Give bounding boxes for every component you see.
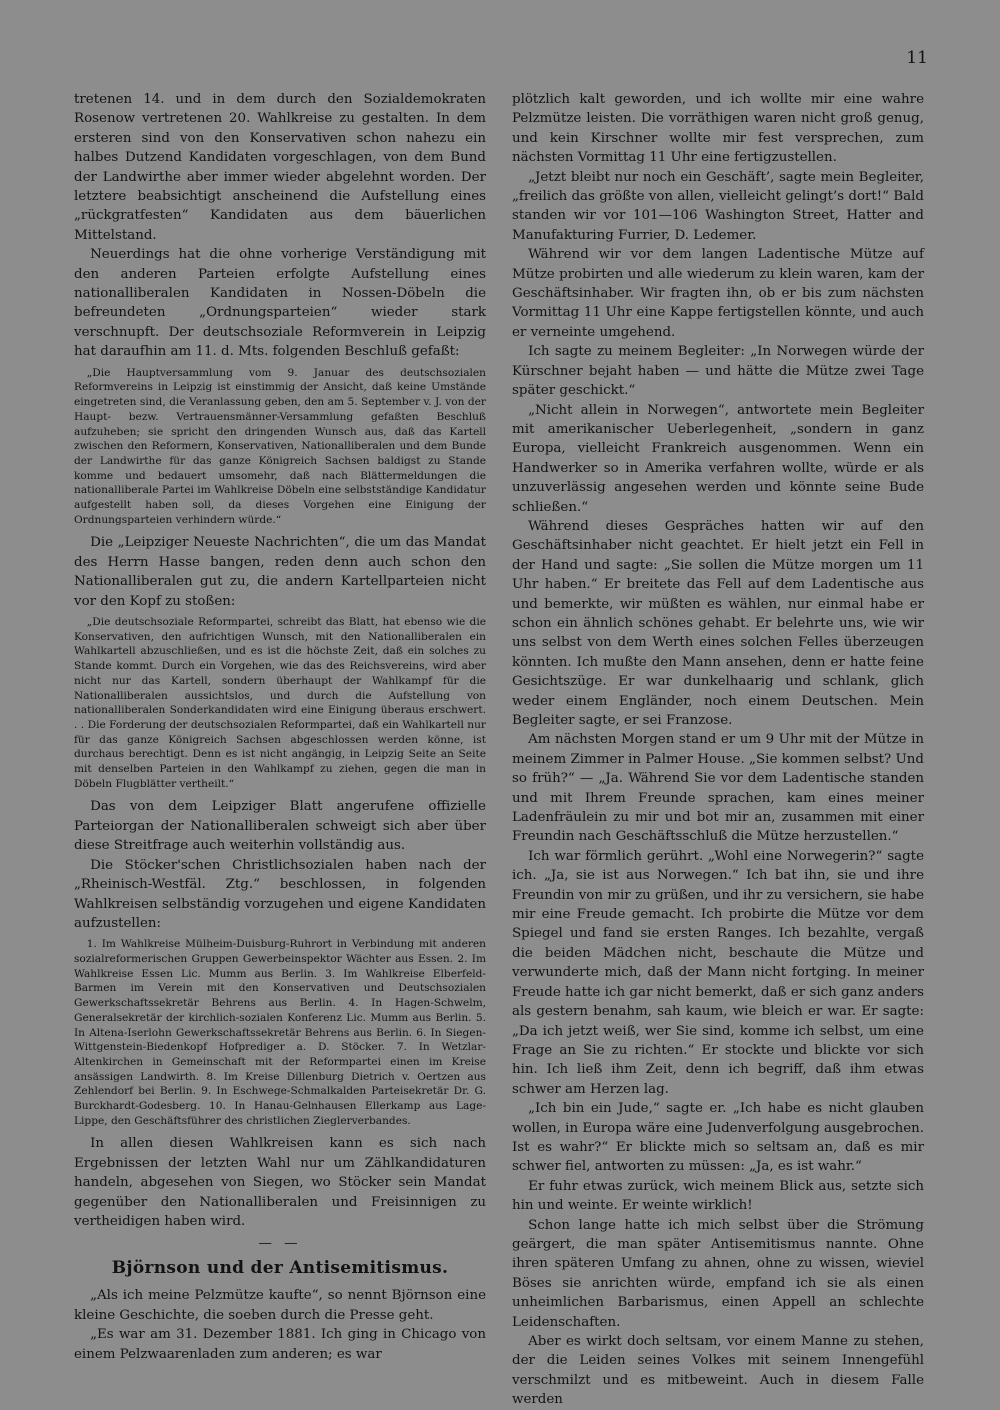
page-number: 11 <box>906 48 928 68</box>
paragraph: Ich sagte zu meinem Begleiter: „In Norwegen würde der Kürschner bejaht haben — und hätte die Mütze zwei Tage später geschickt.“ <box>512 344 924 399</box>
paragraph: Während wir vor dem langen Ladentische Mütze auf Mütze probirten und alle wiederum zu klein waren, kam der Geschäftsinhaber. Wir fragten ihn, ob er bis zum nächsten Vormittag 11 Uhr eine Kappe fertigstellen könnte, und auch er verneinte umgehend. <box>512 247 924 340</box>
quoted-block: 1. Im Wahlkreise Mülheim-Duisburg-Ruhrort in Verbindung mit anderen sozialreformerischen Gruppen Gewerbeinspektor Wächter aus Essen. 2. Im Wahlkreise Essen Lic. Mumm aus Berlin. 3. Im Wahlkreise Elberfeld-Barmen im Verein mit den Konservativen und Deutschsozialen Gewerkschaftssekretär Behrens aus Berlin. 4. In Hagen-Schwelm, Generalsekretär der kirchlich-sozialen Konferenz Lic. Mumm aus Berlin. 5. In Altena-Iserlohn Gewerkschaftssekretär Behrens aus Berlin. 6. In Siegen-Wittgenstein-Biedenkopf Hofprediger a. D. Stöcker. 7. In Wetzlar-Altenkirchen in Gemeinschaft mit der Reformpartei einen im Kreise ansässigen Landwirth. 8. Im Kreise Dillenburg Dietrich v. Oertzen aus Zehlendorf bei Berlin. 9. In Eschwege-Schmalkalden Parteisekretär Dr. G. Burckhardt-Godesberg. 10. In Hanau-Gelnhausen Ellerkamp aus Lage-Lippe, den Geschäftsführer des christlichen Zieglerverbandes. <box>74 938 486 1127</box>
quoted-block: „Die Hauptversammlung vom 9. Januar des deutschsozialen Reformvereins in Leipzig ist einstimmig der Ansicht, daß keine Umstände eingetreten sind, die Veranlassung geben, den am 5. September v. J. von der Haupt- bezw. Vertrauensmänner-Versammlung gefaßten Beschluß aufzuheben; sie spricht den dringenden Wunsch aus, daß das Kartell zwischen den Reformern, Konservativen, Nationalliberalen und dem Bunde der Landwirthe für das ganze Königreich Sachsen baldigst zu Stande komme und bedauert umsomehr, daß nach Blättermeldungen die nationalliberale Partei im Wahlkreise Döbeln eine selbstständige Kandidatur aufgestellt haben soll, da dieses Vorgehen eine Einigung der Ordnungsparteien verhindern würde.“ <box>74 366 486 526</box>
paragraph-continued: plötzlich kalt geworden, und ich wollte mir eine wahre Pelzmütze leisten. Die vorräthigen waren nicht groß genug, und kein Kirschner wollte mir fest versprechen, zum nächsten Vormittag 11 Uhr eine fertigzustellen. <box>512 92 924 166</box>
right-column <box>512 90 924 1410</box>
paragraph: Während dieses Gespräches hatten wir auf den Geschäftsinhaber nicht geachtet. Er hielt jetzt ein Fell in der Hand und sagte: „Sie sollen die Mütze morgen um 11 Uhr haben.“ Er breitete das Fell auf dem Ladentische aus und bemerkte, wir müßten es wählen, nur einmal habe er schon ein ähnlich schönes gehabt. Er belehrte uns, wie wir uns selbst von dem Werth eines solchen Felles überzeugen könnten. Ich mußte den Mann ansehen, denn er hatte feine Gesichtszüge. Er war dunkelhaarig und schlank, glich weder einem Engländer, noch einem Deutschen. Mein Begleiter sagte, er sei Franzose. <box>512 518 924 728</box>
paragraph: Schon lange hatte ich mich selbst über die Strömung geärgert, die man später Antisemitismus nannte. Ohne ihren späteren Umfang zu ahnen, ohne zu wissen, wieviel Böses sie anrichten würde, empfand ich sie als einen unheimlichen Barbarismus, einen Appell an schlechte Leidenschaften. <box>512 1217 924 1330</box>
paragraph: Die Stöcker'schen Christlichsozialen haben nach der „Rheinisch-Westfäl. Ztg.“ beschlossen, in folgenden Wahlkreisen selbständig vorzugehen und eigene Kandidaten aufzustellen: <box>74 857 486 931</box>
paragraph: Aber es wirkt doch seltsam, vor einem Manne zu stehen, der die Leiden seines Volkes mit seinem Innengefühl verschmilzt und es mitbeweint. Auch in diesem Falle werden <box>512 1334 924 1408</box>
paragraph: Die „Leipziger Neueste Nachrichten“, die um das Mandat des Herrn Hasse bangen, reden denn auch schon den Nationalliberalen gut zu, die andern Kartellparteien nicht vor den Kopf zu stoßen: <box>74 535 486 609</box>
paragraph: „Es war am 31. Dezember 1881. Ich ging in Chicago von einem Pelzwaarenladen zum anderen; es war <box>74 1327 486 1362</box>
paragraph-continued: tretenen 14. und in dem durch den Sozialdemokraten Rosenow vertretenen 20. Wahlkreise zu gestalten. In dem ersteren sind von den Konservativen schon nahezu ein halbes Dutzend Kandidaten vorgeschlagen, von dem Bund der Landwirthe aber immer wieder abgelehnt worden. Der letztere beabsichtigt anscheinend die Aufstellung eines „rückgratfesten“ Kandidaten aus dem bäuerlichen Mittelstand. <box>74 92 486 243</box>
paragraph: Das von dem Leipziger Blatt angerufene offizielle Parteiorgan der Nationalliberalen schweigt sich aber über diese Streitfrage auch weiterhin vollständig aus. <box>74 799 486 854</box>
paragraph: Neuerdings hat die ohne vorherige Verständigung mit den anderen Parteien erfolgte Aufstellung eines nationalliberalen Kandidaten in Nossen-Döbeln die befreundeten „Ordnungsparteien“ wieder stark verschnupft. Der deutschsoziale Reformverein in Leipzig hat daraufhin am 11. d. Mts. folgenden Beschluß gefaßt: <box>74 247 486 360</box>
paragraph: „Als ich meine Pelzmütze kaufte“, so nennt Björnson eine kleine Geschichte, die soeben durch die Presse geht. <box>74 1288 486 1323</box>
paragraph: „Ich bin ein Jude,“ sagte er. „Ich habe es nicht glauben wollen, in Europa wäre eine Judenverfolgung ausgebrochen. Ist es wahr?“ Er blickte mich so seltsam an, daß es mir schwer fiel, antworten zu müssen: „Ja, es ist wahr.“ <box>512 1101 924 1175</box>
article-heading: Björnson und der Antisemitismus. <box>111 1257 449 1278</box>
paragraph: „Jetzt bleibt nur noch ein Geschäft’, sagte mein Begleiter, „freilich das größte von allen, vielleicht gelingt’s dort!“ Bald standen wir vor 101—106 Washington Street, Hatter and Manufakturing Furrier, D. Ledemer. <box>512 169 924 243</box>
left-column <box>74 90 486 1364</box>
quoted-block: „Die deutschsoziale Reformpartei, schreibt das Blatt, hat ebenso wie die Konservativen, den aufrichtigen Wunsch, mit den Nationalliberalen ein Wahlkartell abzuschließen, und es ist die höchste Zeit, daß ein solches zu Stande kommt. Durch ein Vorgehen, wie das des Reichsvereins, wird aber nicht nur das Kartell, sondern überhaupt der Wahlkampf für die Nationalliberalen aussichtslos, und durch die Aufstellung von nationalliberalen Sonderkandidaten wird eine Einigung überaus erschwert. . . Die Forderung der deutschsozialen Reformpartei, daß ein Wahlkartell nur für das ganze Königreich Sachsen abgeschlossen werden könne, ist durchaus berechtigt. Denn es ist nicht angängig, in Leipzig Seite an Seite mit denselben Parteien in den Wahlkampf zu ziehen, gegen die man in Döbeln Flugblätter vertheilt.“ <box>74 616 486 790</box>
paragraph: Ich war förmlich gerührt. „Wohl eine Norwegerin?“ sagte ich. „Ja, sie ist aus Norwegen.“ Ich bat ihn, sie und ihre Freundin von mir zu grüßen, und ihr zu versichern, sie habe mir eine Freude gemacht. Ich probirte die Mütze vor dem Spiegel und fand sie ersten Ranges. Ich bezahlte, vergaß die beiden Mädchen nicht, beschaute die Mütze und verwunderte mich, daß der Mann nicht fortging. In meiner Freude hatte ich gar nicht bemerkt, daß er sich ganz anders als gestern benahm, sah kaum, wie bleich er war. Er sagte: „Da ich jetzt weiß, wer Sie sind, komme ich selbst, um eine Frage an Sie zu richten.“ Er stockte und blickte vor sich hin. Ich ließ ihm Zeit, denn ich begriff, daß ihm etwas schwer am Herzen lag. <box>512 848 924 1097</box>
paragraph: Am nächsten Morgen stand er um 9 Uhr mit der Mütze in meinem Zimmer in Palmer House. „Sie kommen selbst? Und so früh?“ — „Ja. Während Sie vor dem Ladentische standen und mit Ihrem Freunde sprachen, kam eines meiner Ladenfräulein zu mir und bot mir an, zusammen mit einer Freundin nach Geschäftsschluß die Mütze herzustellen.“ <box>512 732 924 845</box>
paragraph: In allen diesen Wahlkreisen kann es sich nach Ergebnissen der letzten Wahl nur um Zählkandidaturen handeln, abgesehen von Siegen, wo Stöcker sein Mandat gegenüber den Nationalliberalen und Freisinnigen zu vertheidigen haben wird. <box>74 1136 486 1230</box>
paragraph: Er fuhr etwas zurück, wich meinem Blick aus, setzte sich hin und weinte. Er weinte wirklich! <box>512 1178 924 1214</box>
section-separator: — — <box>258 1235 302 1251</box>
paragraph: „Nicht allein in Norwegen“, antwortete mein Begleiter mit amerikanischer Ueberlegenheit, „sondern in ganz Europa, vielleicht Frankreich ausgenommen. Wenn ein Handwerker so in Amerika verfahren wollte, würde er als unzuverlässig angesehen werden und könnte seine Bude schließen.“ <box>512 402 924 515</box>
